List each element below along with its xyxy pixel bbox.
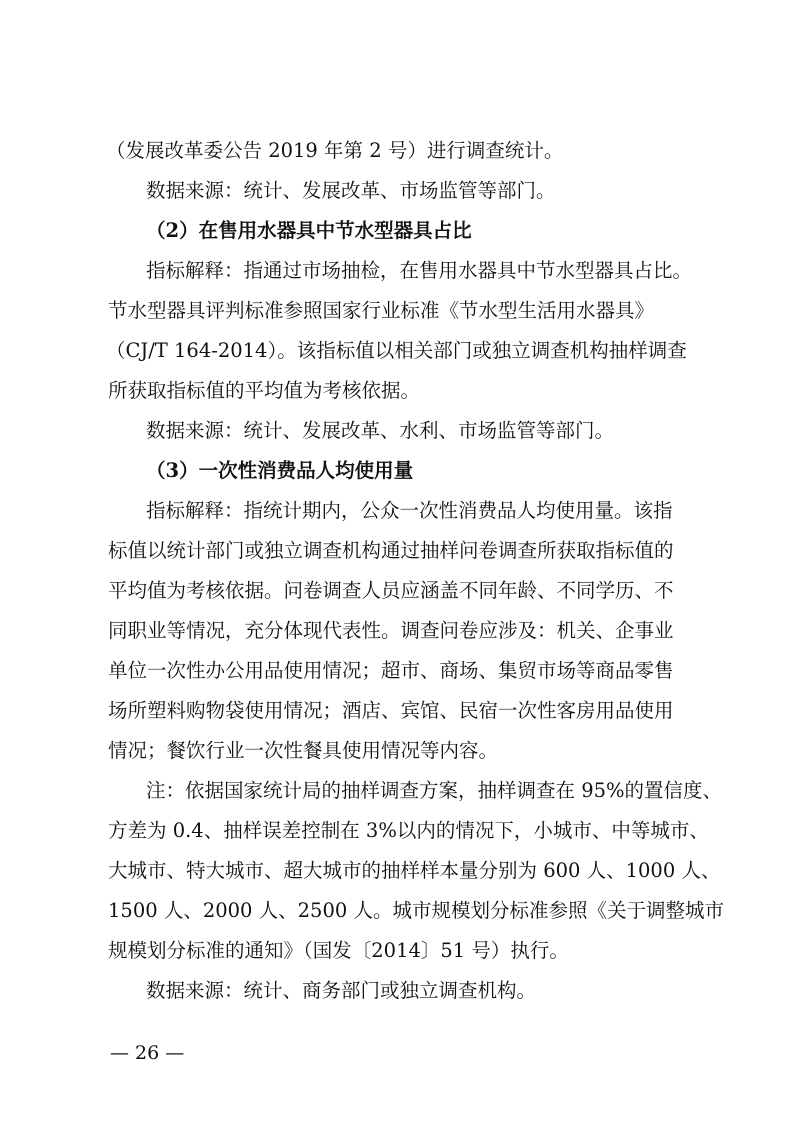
- paragraph-line: 同职业等情况，充分体现代表性。调查问卷应涉及：机关、企事业: [108, 619, 674, 642]
- note-line: 1500 人、2000 人、2500 人。城市规模划分标准参照《关于调整城市: [108, 899, 724, 922]
- paragraph-line: 所获取指标值的平均值为考核依据。: [108, 379, 421, 402]
- paragraph-line: （CJ/T 164-2014）。该指标值以相关部门或独立调查机构抽样调查: [106, 339, 687, 362]
- paragraph-line: 场所塑料购物袋使用情况；酒店、宾馆、民宿一次性客房用品使用: [108, 699, 674, 722]
- section-heading: （2）在售用水器具中节水型器具占比: [146, 219, 472, 242]
- paragraph-line: 指标解释：指通过市场抽检，在售用水器具中节水型器具占比。: [146, 259, 693, 282]
- data-source-line: 数据来源：统计、发展改革、水利、市场监管等部门。: [146, 419, 615, 442]
- paragraph-line: 标值以统计部门或独立调查机构通过抽样问卷调查所获取指标值的: [108, 539, 674, 562]
- note-line: 规模划分标准的通知》（国发〔2014〕51 号）执行。: [108, 939, 569, 962]
- data-source-line: 数据来源：统计、发展改革、市场监管等部门。: [146, 179, 556, 202]
- paragraph-line: 节水型器具评判标准参照国家行业标准《节水型生活用水器具》: [108, 299, 655, 322]
- section-heading: （3）一次性消费品人均使用量: [146, 459, 414, 482]
- paragraph-line: （发展改革委公告 2019 年第 2 号）进行调查统计。: [106, 139, 564, 162]
- note-line: 方差为 0.4、抽样误差控制在 3%以内的情况下，小城市、中等城市、: [108, 819, 709, 842]
- paragraph-line: 指标解释：指统计期内，公众一次性消费品人均使用量。该指: [146, 499, 673, 522]
- paragraph-line: 情况；餐饮行业一次性餐具使用情况等内容。: [108, 739, 499, 762]
- paragraph-line: 平均值为考核依据。问卷调查人员应涵盖不同年龄、不同学历、不: [108, 579, 674, 602]
- note-line: 注：依据国家统计局的抽样调查方案，抽样调查在 95%的置信度、: [146, 779, 723, 802]
- page-number: — 26 —: [110, 1042, 185, 1064]
- paragraph-line: 单位一次性办公用品使用情况；超市、商场、集贸市场等商品零售: [108, 659, 674, 682]
- note-line: 大城市、特大城市、超大城市的抽样样本量分别为 600 人、1000 人、: [108, 859, 721, 882]
- data-source-line: 数据来源：统计、商务部门或独立调查机构。: [146, 979, 537, 1002]
